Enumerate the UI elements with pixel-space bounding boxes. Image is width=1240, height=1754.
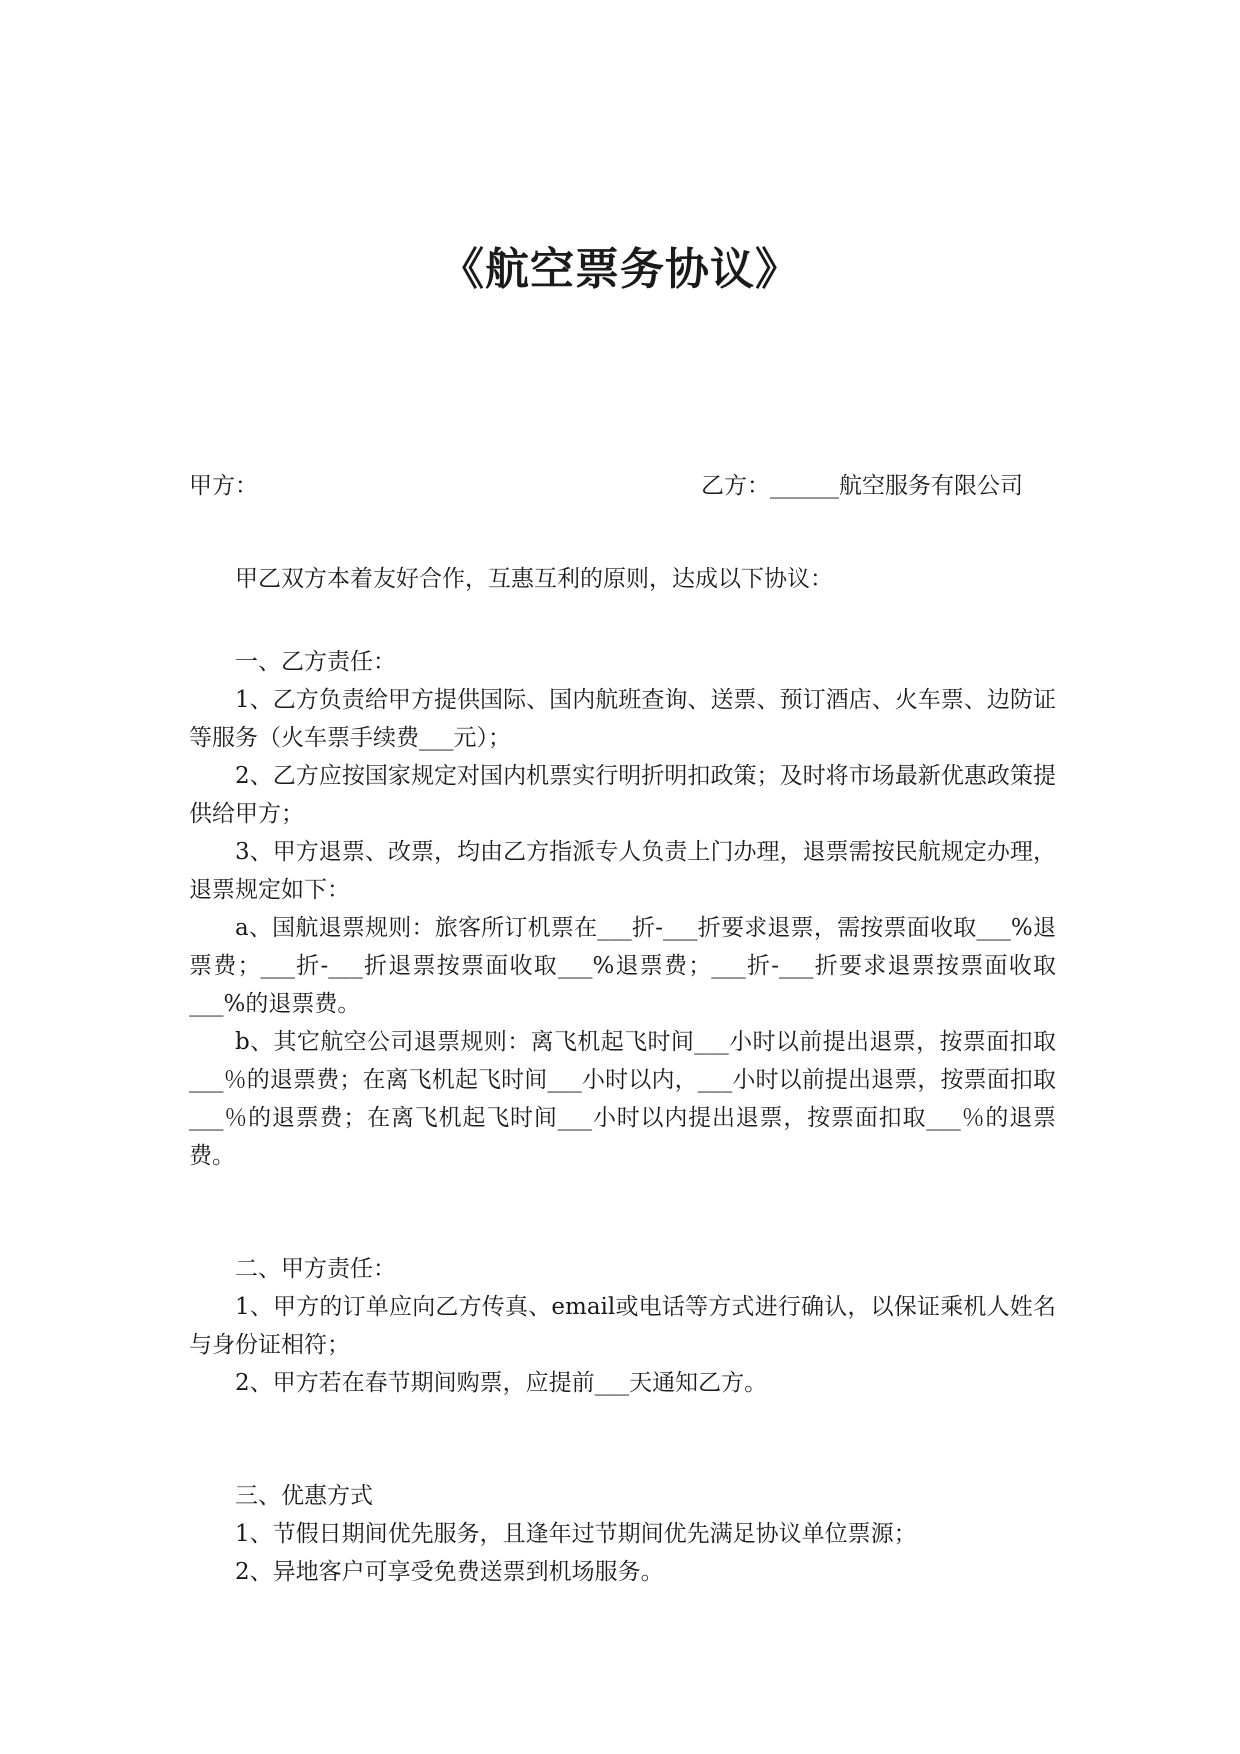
clause-item: 2、异地客户可享受免费送票到机场服务。 bbox=[235, 1559, 664, 1585]
intro-paragraph: 甲乙双方本着友好合作，互惠互利的原则，达成以下协议： bbox=[235, 566, 833, 592]
clause-item: 1、乙方负责给甲方提供国际、国内航班查询、送票、预订酒店、火车票、边防证等服务（火车票手续费___元）； bbox=[189, 687, 1056, 751]
agreement-body bbox=[189, 560, 1056, 1591]
clause-item: 3、甲方退票、改票，均由乙方指派专人负责上门办理，退票需按民航规定办理，退票规定如下： bbox=[189, 839, 1056, 903]
clause-item: a、国航退票规则：旅客所订机票在___折-___折要求退票，需按票面收取___%退票费；___折-___折退票按票面收取___%退票费；___折-___折要求退票按票面收取___%的退票费。 bbox=[189, 915, 1056, 1017]
clause-item: b、其它航空公司退票规则：离飞机起飞时间___小时以前提出退票，按票面扣取___％的退票费；在离飞机起飞时间___小时以内，___小时以前提出退票，按票面扣取___％的退票费；在离飞机起飞时间___小时以内提出退票，按票面扣取___％的退票费。 bbox=[189, 1029, 1056, 1169]
section-discounts bbox=[189, 1477, 1056, 1591]
section-party-a-duties bbox=[189, 1250, 1056, 1402]
section-heading: 三、优惠方式 bbox=[235, 1483, 373, 1509]
document-title: 《航空票务协议》 bbox=[440, 244, 800, 295]
clause-item: 2、乙方应按国家规定对国内机票实行明折明扣政策；及时将市场最新优惠政策提供给甲方； bbox=[189, 763, 1056, 827]
clause-item: 2、甲方若在春节期间购票，应提前___天通知乙方。 bbox=[235, 1370, 768, 1396]
parties-row bbox=[189, 466, 1056, 506]
party-b-label: 乙方：______航空服务有限公司 bbox=[701, 473, 1023, 499]
section-heading: 二、甲方责任： bbox=[235, 1256, 396, 1282]
section-party-b-duties bbox=[189, 643, 1056, 1175]
section-heading: 一、乙方责任： bbox=[235, 649, 396, 675]
clause-item: 1、甲方的订单应向乙方传真、email或电话等方式进行确认，以保证乘机人姓名与身份证相符； bbox=[189, 1294, 1056, 1358]
clause-item: 1、节假日期间优先服务，且逢年过节期间优先满足协议单位票源； bbox=[235, 1521, 917, 1547]
party-a-label: 甲方： bbox=[189, 473, 258, 499]
